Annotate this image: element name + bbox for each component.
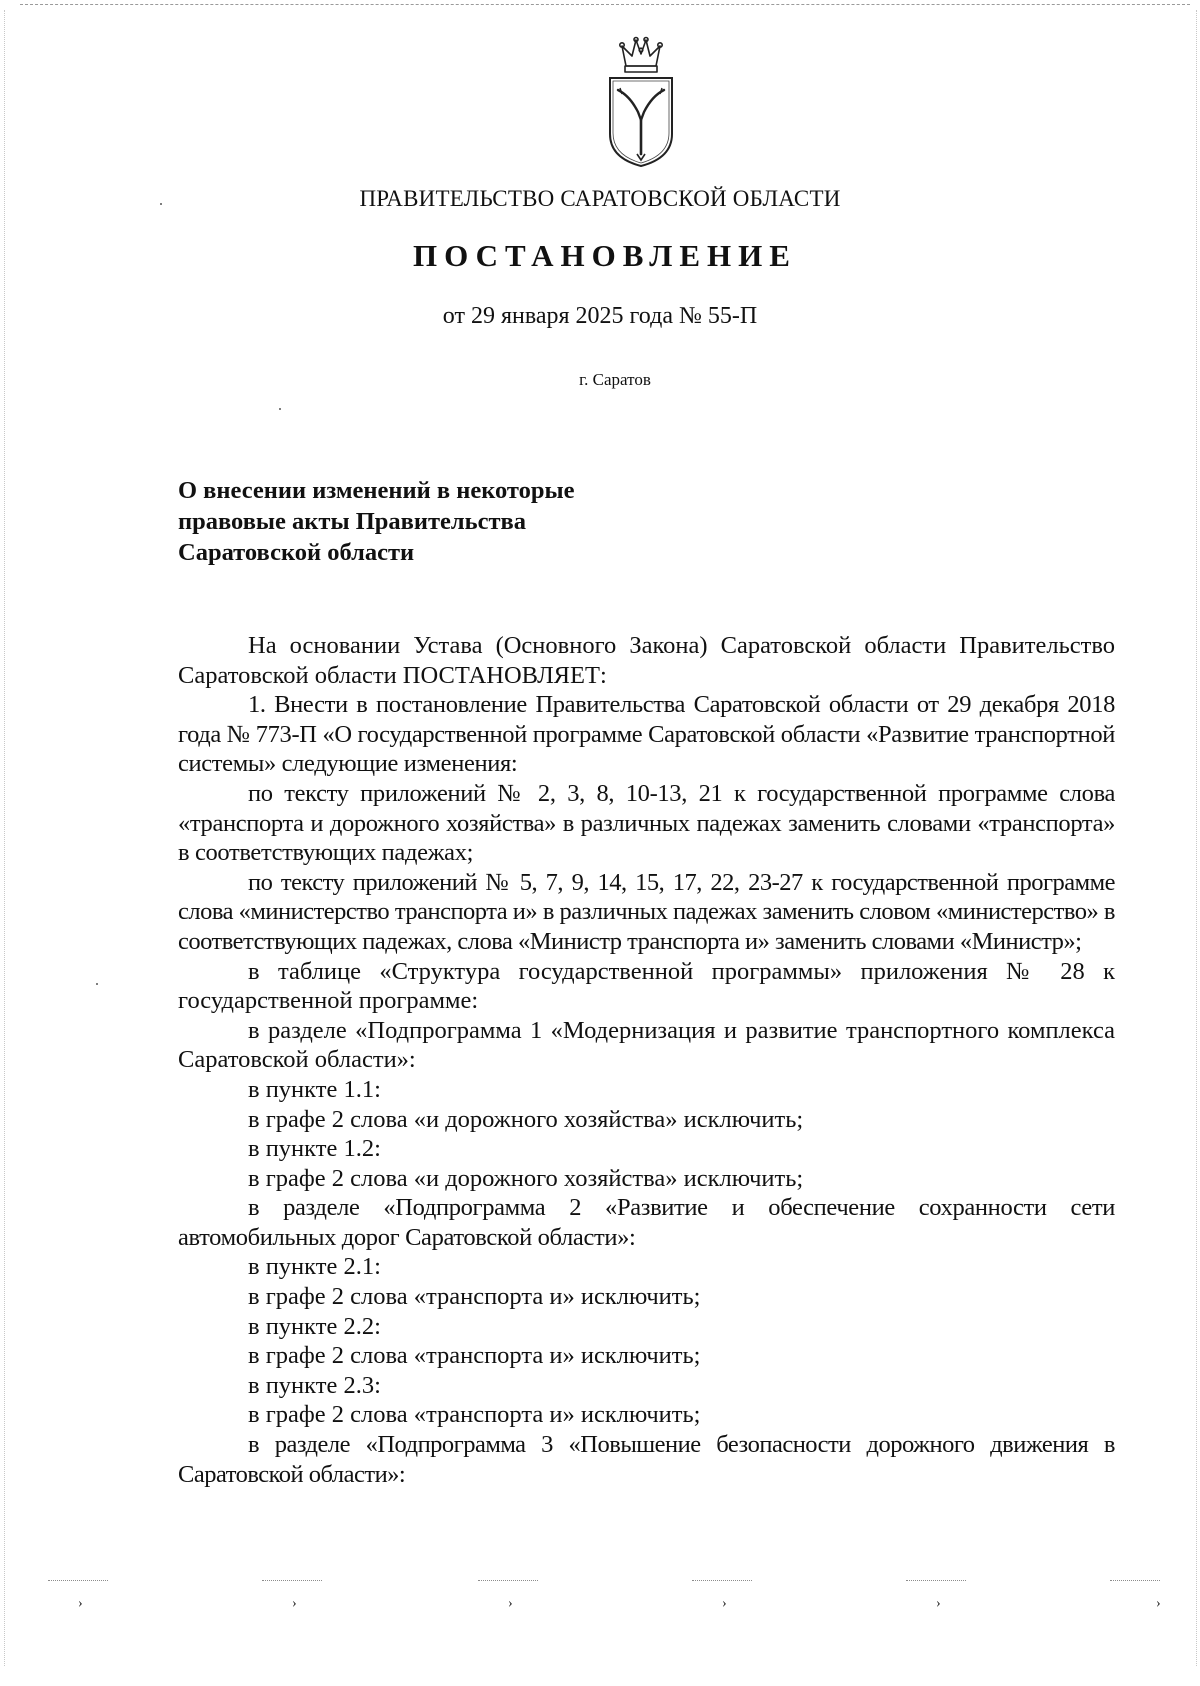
scan-mark: › — [1110, 1580, 1190, 1610]
document-type: ПОСТАНОВЛЕНИЕ — [413, 238, 797, 273]
scan-speck — [96, 983, 98, 985]
body-paragraph: в графе 2 слова «и дорожного хозяйства» исключить; — [248, 1164, 804, 1192]
body-paragraph: в графе 2 слова «транспорта и» исключить; — [248, 1401, 701, 1429]
body-paragraph: по тексту приложений № 5, 7, 9, 14, 15, 17, 22, 23-27 к государственной программе слова «министерство транспорта и» в различных падежах заменить словом «министерство» в соответствующих падежах, слова «Министр транспорта и» заменить словами «Министр»; — [178, 868, 1115, 955]
body-paragraph: в пункте 2.3: — [248, 1371, 381, 1399]
scan-mark: › — [48, 1580, 138, 1610]
scan-mark: › — [262, 1580, 352, 1610]
body-paragraph: в пункте 2.1: — [248, 1253, 381, 1281]
scan-speck — [160, 203, 162, 205]
document-title — [178, 475, 698, 568]
body-paragraph: На основании Устава (Основного Закона) Саратовской области Правительство Саратовской области ПОСТАНОВЛЯЕТ: — [178, 632, 1115, 689]
body-paragraph: в пункте 1.1: — [248, 1075, 381, 1103]
body-paragraph: в разделе «Подпрограмма 3 «Повышение безопасности дорожного движения в Саратовской области»: — [178, 1431, 1115, 1488]
document-date-number: от 29 января 2025 года № 55-П — [442, 303, 758, 329]
scan-edge-top — [20, 4, 1190, 5]
scan-mark: › — [692, 1580, 782, 1610]
organization-name: ПРАВИТЕЛЬСТВО САРАТОВСКОЙ ОБЛАСТИ — [359, 186, 841, 211]
body-paragraph: в пункте 2.2: — [248, 1312, 381, 1340]
body-paragraph: в графе 2 слова «транспорта и» исключить; — [248, 1283, 701, 1311]
body-paragraph: в разделе «Подпрограмма 1 «Модернизация и развитие транспортного комплекса Саратовской области»: — [178, 1016, 1115, 1074]
body-paragraph: в графе 2 слова «транспорта и» исключить; — [248, 1342, 701, 1370]
body-paragraph: в пункте 1.2: — [248, 1135, 381, 1163]
body-paragraph: 1. Внести в постановление Правительства Саратовской области от 29 декабря 2018 года № 773-П «О государственной программе Саратовской области «Развитие транспортной системы» следующие изменения: — [178, 691, 1115, 778]
scan-mark: › — [478, 1580, 568, 1610]
body-paragraph: в таблице «Структура государственной программы» приложения № 28 к государственной программе: — [178, 957, 1115, 1015]
body-paragraph: в графе 2 слова «и дорожного хозяйства» исключить; — [248, 1105, 804, 1133]
title-line: Саратовской области — [178, 539, 415, 566]
title-line: О внесении изменений в некоторые — [178, 477, 575, 504]
scan-mark: › — [906, 1580, 996, 1610]
scan-speck — [279, 408, 281, 410]
body-paragraph: в разделе «Подпрограмма 2 «Развитие и обеспечение сохранности сети автомобильных дорог Саратовской области»: — [178, 1194, 1115, 1251]
body-paragraph: по тексту приложений № 2, 3, 8, 10-13, 21 к государственной программе слова «транспорта и дорожного хозяйства» в различных падежах заменить словами «транспорта» в соответствующих падежах; — [178, 779, 1115, 867]
document-body — [178, 631, 1115, 1489]
document-city: г. Саратов — [579, 370, 651, 389]
coat-of-arms-emblem — [600, 36, 682, 170]
title-line: правовые акты Правительства — [178, 508, 526, 535]
scan-footer-marks — [0, 1580, 1200, 1620]
